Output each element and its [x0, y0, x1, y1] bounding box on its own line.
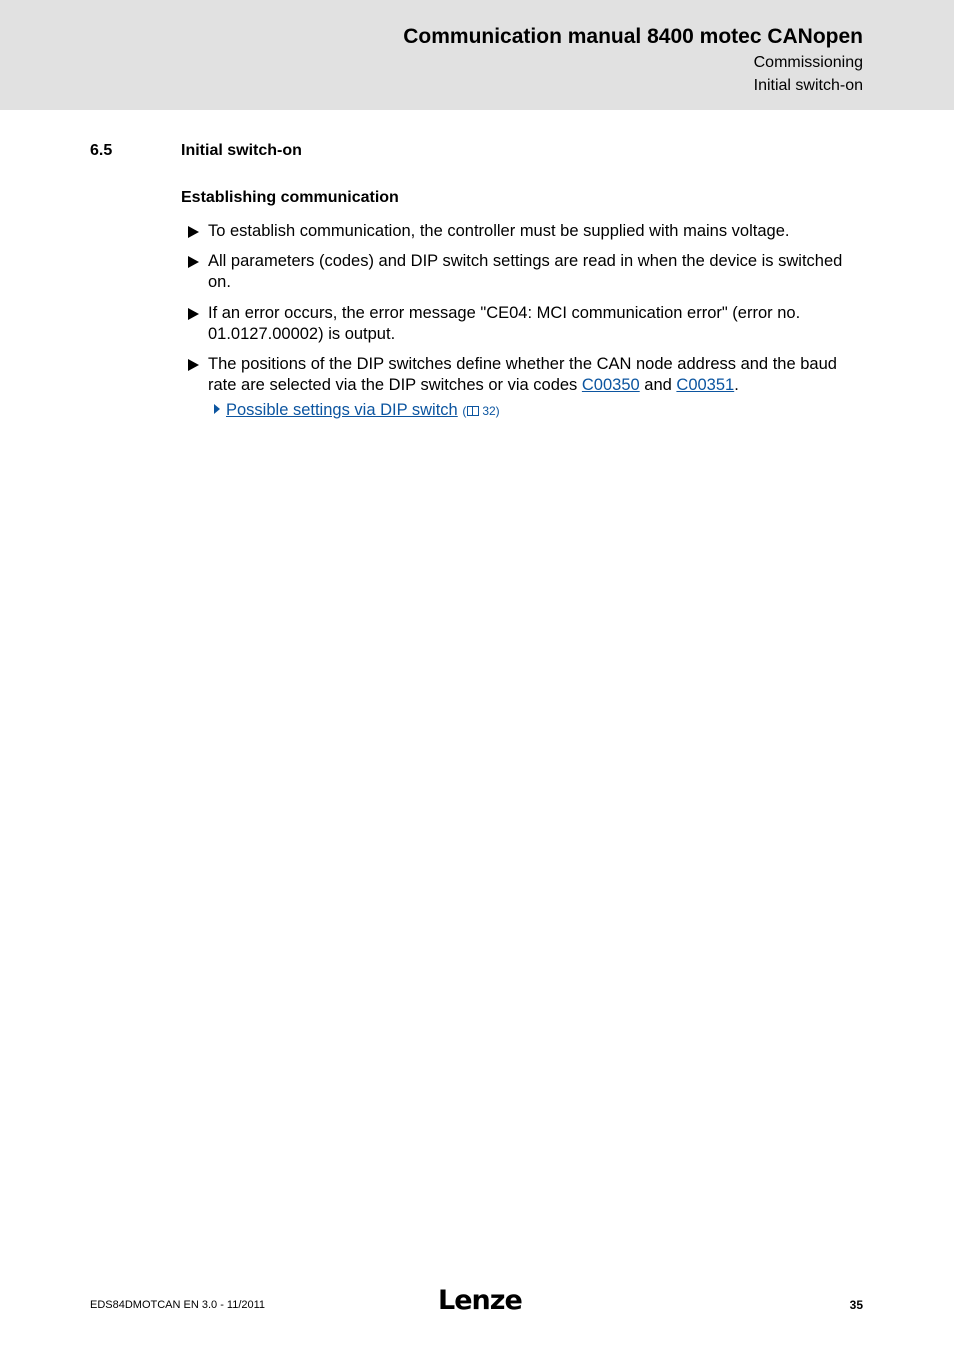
code-link-c00351[interactable]: C00351: [676, 376, 735, 394]
bullet-text-part: The positions of the DIP switches define whether the CAN node address and the baud rate are selected via the DIP switches or via codes: [208, 355, 837, 394]
footer-doc-id: EDS84DMOTCAN EN 3.0 - 11/2011: [90, 1299, 266, 1311]
section-header-title: Initial switch-on: [753, 77, 863, 94]
subheading: Establishing communication: [181, 189, 399, 206]
paren-open: (: [462, 404, 467, 418]
bullet-text: All parameters (codes) and DIP switch settings are read in when the device is switched on.: [208, 252, 843, 291]
page-number: 35: [849, 1298, 863, 1312]
bullet-text: To establish communication, the controller must be supplied with mains voltage.: [208, 222, 790, 240]
bullet-text: [208, 354, 868, 396]
paren-close: ): [495, 404, 500, 418]
document-title: Communication manual 8400 motec CANopen: [403, 25, 863, 48]
code-link-c00350[interactable]: C00350: [581, 376, 640, 394]
chapter-title: Commissioning: [753, 54, 863, 71]
bullet-text-part: and: [639, 376, 677, 394]
cross-reference: [214, 400, 500, 422]
bullet-text-part: .: [734, 376, 739, 394]
section-title: Initial switch-on: [181, 142, 302, 159]
dip-switch-settings-link[interactable]: Possible settings via DIP switch: [226, 401, 458, 419]
section-number: 6.5: [90, 142, 113, 159]
lenze-logo: Lenze: [438, 1285, 522, 1316]
bullet-text: If an error occurs, the error message "CE04: MCI communication error" (error no. 01.0127.00002) is output.: [208, 304, 801, 343]
arrow-bullet-icon: [188, 226, 199, 238]
page-reference[interactable]: [462, 404, 499, 418]
page-reference-number: 32: [482, 404, 496, 418]
arrow-right-icon: [214, 404, 220, 414]
book-icon: [467, 406, 479, 416]
arrow-bullet-icon: [188, 256, 199, 268]
arrow-bullet-icon: [188, 308, 199, 320]
arrow-bullet-icon: [188, 359, 199, 371]
